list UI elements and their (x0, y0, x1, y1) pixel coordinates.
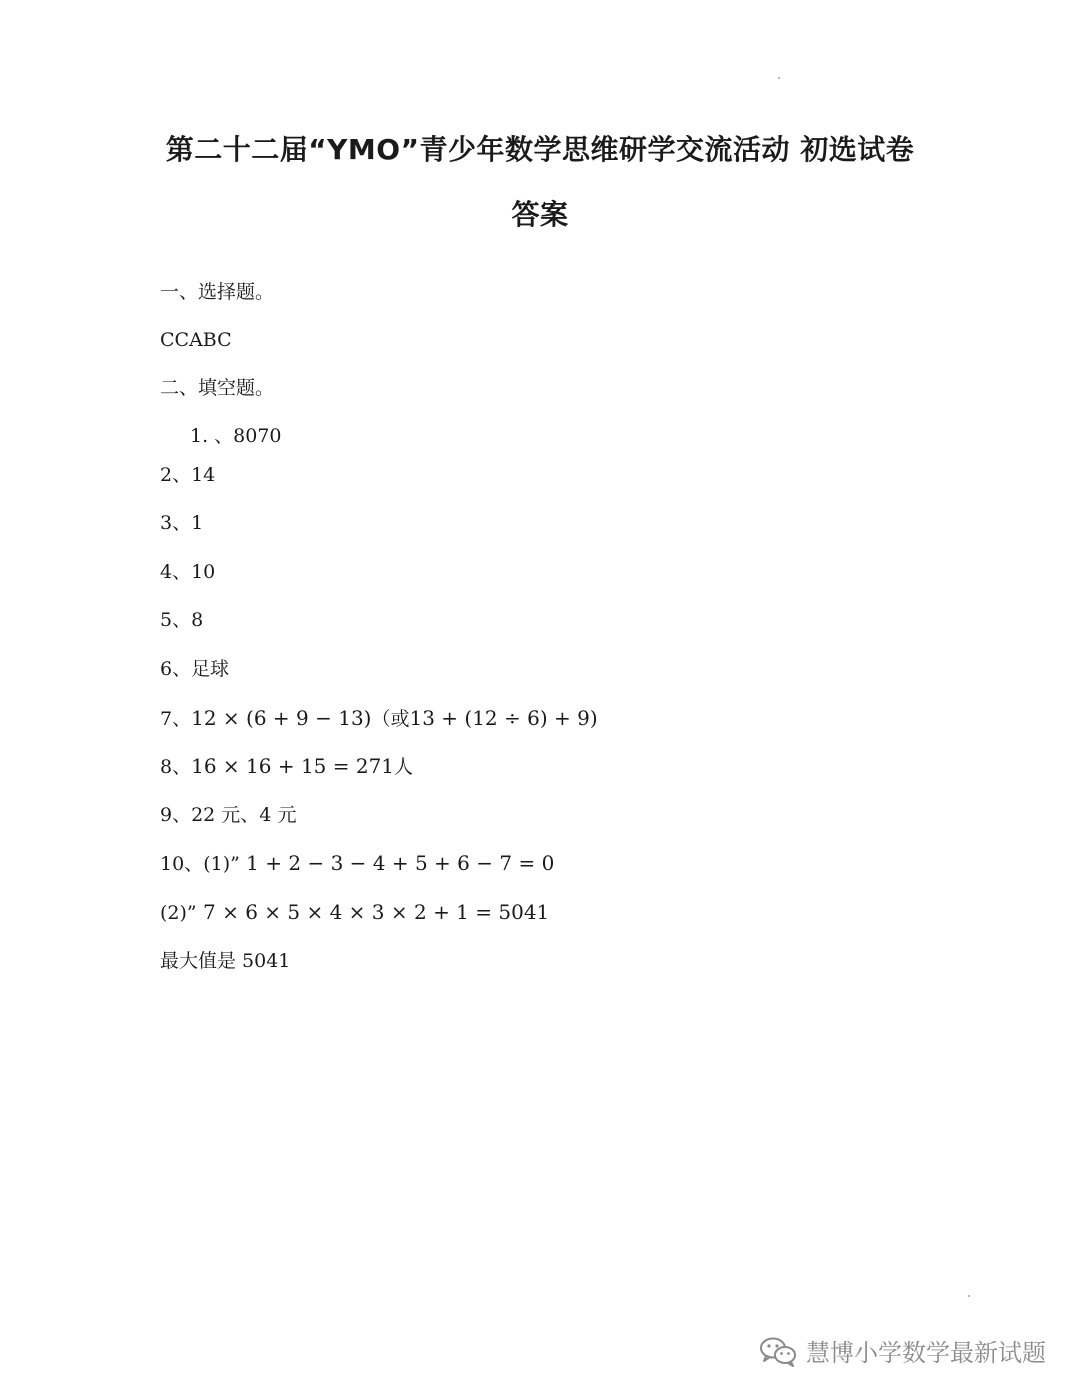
item-text: 1 (191, 512, 204, 534)
item-number: 6、 (160, 658, 192, 680)
document-title: 第二十二届“YMO”青少年数学思维研学交流活动 初选试卷 (165, 133, 915, 166)
answer-item-10-part-2 (160, 900, 549, 925)
item-text: 人 (394, 756, 414, 778)
wechat-icon (758, 1335, 798, 1367)
item-number: 7、 (160, 708, 192, 730)
item-text: (1)” (203, 853, 240, 875)
choice-answers: CCABC (160, 329, 232, 351)
answer-item-9 (160, 803, 296, 827)
item-expression: 7 × 6 × 5 × 4 × 3 × 2 + 1 = 5041 (196, 900, 550, 924)
answer-item-3 (160, 511, 203, 535)
item-number: 3、 (160, 512, 192, 534)
item-text: 22 元、4 元 (191, 804, 297, 826)
item-number: 4、 (160, 561, 192, 583)
item-text: 8070 (233, 425, 282, 447)
item-expression: 1 + 2 − 3 − 4 + 5 + 6 − 7 = 0 (239, 851, 555, 875)
item-number: 2、 (160, 464, 192, 486)
item-text: 足球 (191, 658, 230, 680)
answer-item-5 (160, 608, 203, 632)
item-expression: 16 × 16 + 15 = 271 (191, 754, 395, 778)
answer-item-2 (160, 463, 215, 487)
item-text: (2)” (160, 902, 197, 924)
scan-speck (968, 1295, 970, 1297)
item-number: 8、 (160, 756, 192, 778)
item-expression-alt: 13 + (12 ÷ 6) + 9) (409, 706, 598, 730)
section-heading-fill: 二、填空题。 (160, 377, 275, 399)
answer-item-7 (160, 706, 598, 731)
watermark-text: 慧博小学数学最新试题 (806, 1339, 1046, 1367)
answer-item-1 (190, 424, 282, 448)
item-text: 10 (191, 561, 216, 583)
scan-speck (778, 77, 780, 79)
answer-item-8 (160, 754, 413, 779)
item-text: 14 (191, 464, 216, 486)
watermark (758, 1333, 1046, 1368)
item-number: 10、 (160, 853, 204, 875)
section-heading-choice: 一、选择题。 (160, 281, 275, 303)
conclusion-text: 最大值是 5041 (160, 950, 291, 972)
item-text: 8 (191, 609, 204, 631)
answer-item-4 (160, 560, 215, 584)
document-subtitle: 答案 (511, 198, 569, 231)
item-expression: 12 × (6 + 9 − 13) (191, 706, 372, 730)
item-number: 9、 (160, 804, 192, 826)
answer-item-6 (160, 657, 229, 681)
answer-item-10 (160, 851, 554, 876)
item-number: 1. 、 (190, 425, 234, 447)
item-number: 5、 (160, 609, 192, 631)
item-text: （或 (371, 708, 410, 730)
